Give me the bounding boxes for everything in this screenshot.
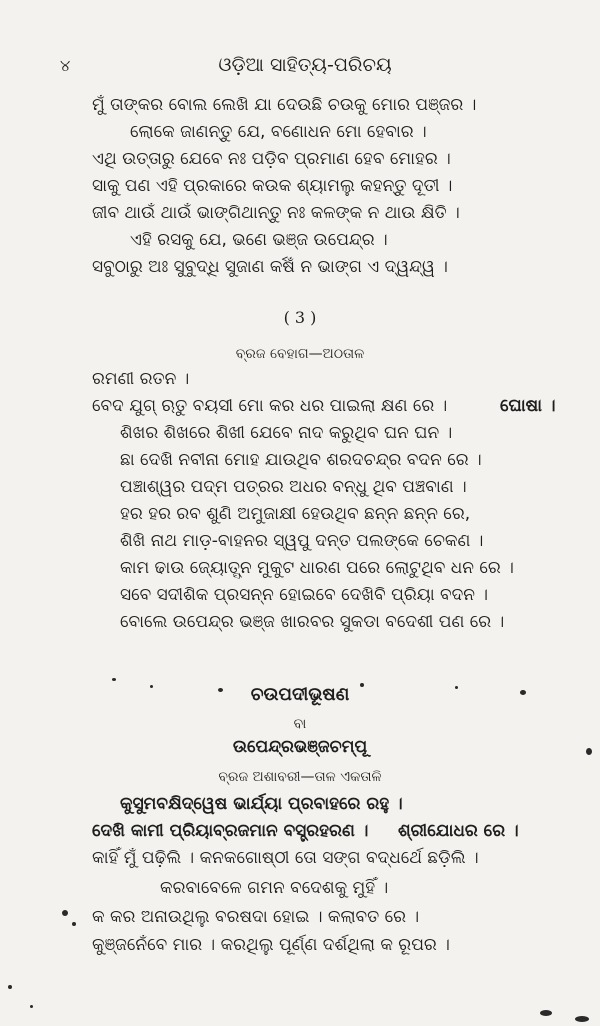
section-line-8: ସବେ ସଦୀଶିକ ପ୍ରସନ୍ନ ହୋଇବେ ଦେଖିବି ପ୍ରିୟା ବଦନ । (120, 585, 489, 605)
section-vritta: ବ୍ରଜ ବେହାଗ—ଅଠତାଳ (235, 346, 365, 362)
stanza1-line-1: ମୁଁ ତାଙ୍କର ବୋଲ ଲେଖି ଯା ଦେଉଛି ଚଉକୁ ମୋର ପଞ୍ଜର । (92, 95, 477, 115)
section-line-2: ଶିଖର ଶିଖରେ ଶିଖୀ ଯେବେ ନାଦ କରୁଥିବ ଘନ ଘନ । (120, 423, 453, 443)
section-line-6: ଶିଖି ନାଥ ମାଡ଼-ବାହନର ସ୍ୱପୁ ଦନ୍ତ ପଲଙ୍କେ ଚେକଣ । (120, 531, 484, 551)
speck (112, 678, 116, 681)
section-line-7: କାମ ଢାଉ ଜ୍ୟୋତ୍ସ୍ନ ମୁକୁଟ ଧାରଣ ପରେ ଲୋଟୁଥିବ ଧନ ରେ । (120, 558, 514, 578)
speck (540, 1010, 552, 1016)
page-header (0, 52, 600, 82)
page-number: ୪ (60, 56, 71, 75)
section-line-4: ପଞ୍ଚାଶ୍ୱର ପଦ୍ମ ପତ୍ରର ଅଧର ବନ୍ଧୁ ଥିବ ପଞ୍ଚବାଣ । (120, 477, 467, 497)
stanza1-line-2: ଲୋକେ ଜାଣନ୍ତୁ ଯେ, ବଣୋଧନ ମୋ ହେବାର । (130, 122, 427, 142)
section-line-5: ହର ହର ରବ ଶୁଣି ଅମୁଜାକ୍ଷୀ ହେଉଥିବ ଛନ୍ନ ଛନ୍ନ ରେ, (120, 504, 471, 524)
speck (72, 922, 76, 926)
speck (30, 1005, 33, 1008)
running-title: ଓଡ଼ିଆ ସାହିତ୍ୟ-ପରିଚୟ (218, 54, 392, 76)
speck (575, 1016, 589, 1022)
book2-title: ଚଉପଦୀଭୂଷଣ (250, 684, 350, 705)
section-line-1: ବେଦ ଯୁଗ୍ ଋତୁ ବୟସୀ ମୋ କର ଧର ପାଇଲା କ୍ଷଣ ରେ । (92, 396, 448, 416)
section-line-9: ବୋଲେ ଉପେନ୍ଦ୍ର ଭଞ୍ଜ ଖାରବର ସୁକଡା ବଦେଶୀ ପଣ ରେ । (120, 612, 505, 632)
book2-line-4: କରବାବେଳେ ଗମନ ବଦେଶକୁ ମୁହିଁ । (160, 878, 389, 898)
speck (520, 690, 526, 695)
speck (8, 985, 12, 989)
section-line-3: ଛା ଦେଖି ନବୀନା ମୋହ ଯାଉଥିବ ଶରଦଚନ୍ଦ୍ର ବଦନ ରେ । (120, 450, 482, 470)
speck (360, 683, 364, 687)
book2-connector: ବା (293, 716, 307, 732)
book2-line-1: କୁସୁମବକ୍ଷିଦ୍ୱେଷ ଭାର୍ଯ୍ୟା ପ୍ରବାହରେ ରହୁ । (120, 794, 403, 814)
refrain-label: ଘୋଷା । (500, 396, 556, 416)
stanza1-line-6: ଏହି ରସକୁ ଯେ, ଭଣେ ଭଞ୍ଜ ଉପେନ୍ଦ୍ର । (130, 230, 388, 250)
book2-author: ଉପେନ୍ଦ୍ରଭଞ୍ଜଚମ୍ପୂ (232, 737, 368, 757)
section-first-line: ରମଣୀ ରତନ । (92, 369, 190, 389)
book2-inline-mark: ଶ୍ରୀଯୋଧର ରେ । (398, 821, 519, 841)
stanza1-line-7: ସବୁଠାରୁ ଅଃ ସୁବୁଦ୍ଧି ସୁଜାଣ କର୍ଷଁ ନ ଭାଙ୍ଗ ଏ ଦ୍ୱନ୍ଦ୍ୱ । (92, 257, 448, 277)
book2-line-5: କ କର ଅନାଉଥିଲୁ ବରଷଦା ହୋଇ । କଲାବତ ରେ । (92, 907, 420, 927)
stanza1-line-5: ଜୀବ ଥାଉଁ ଥାଉଁ ଭାଙ୍ଗିଥାନ୍ତୁ ନଃ କଳଙ୍କ ନ ଥାଉ କ୍ଷିତି । (92, 203, 460, 223)
speck (218, 688, 223, 692)
book2-vritta: ବ୍ରଜ ଅଶାବରୀ—ତାଳ ଏକତାଳି (218, 769, 382, 785)
book2-line-6: କୁଞ୍ଜନେଁବେ ମାର । କରଥିଲୁ ପୂର୍ଣ୍ଣ ଦର୍ଶଥିଲା କ ରୂପର । (92, 935, 450, 955)
section-number: ( 3 ) (283, 308, 317, 327)
book2-line-3: କାହିଁ ମୁଁ ପଢ଼ିଲି । କନକଗୋଷ୍ଠୀ ତୋ ସଙ୍ଗ ବଦ୍ଧର୍ଥେ ଛଡ଼ିଲି । (92, 848, 479, 868)
stanza1-line-4: ସାକୁ ପଣ ଏହି ପ୍ରକାରେ କଉକ ଶ୍ୟାମଲୁ କହନ୍ତୁ ଦୂତୀ । (92, 176, 453, 196)
speck (455, 686, 458, 689)
speck (586, 748, 592, 755)
speck (62, 910, 68, 916)
stanza1-line-3: ଏଥି ଉତ୍ତାରୁ ଯେବେ ନଃ ପଡ଼ିବ ପ୍ରମାଣ ହେବ ମୋହର । (92, 149, 451, 169)
book2-line-2: ଦେଖି କାମୀ ପ୍ରିୟାବ୍ରଜମାନ ବସ୍ତ୍ରହରଣ । (92, 821, 369, 841)
speck (150, 685, 153, 688)
